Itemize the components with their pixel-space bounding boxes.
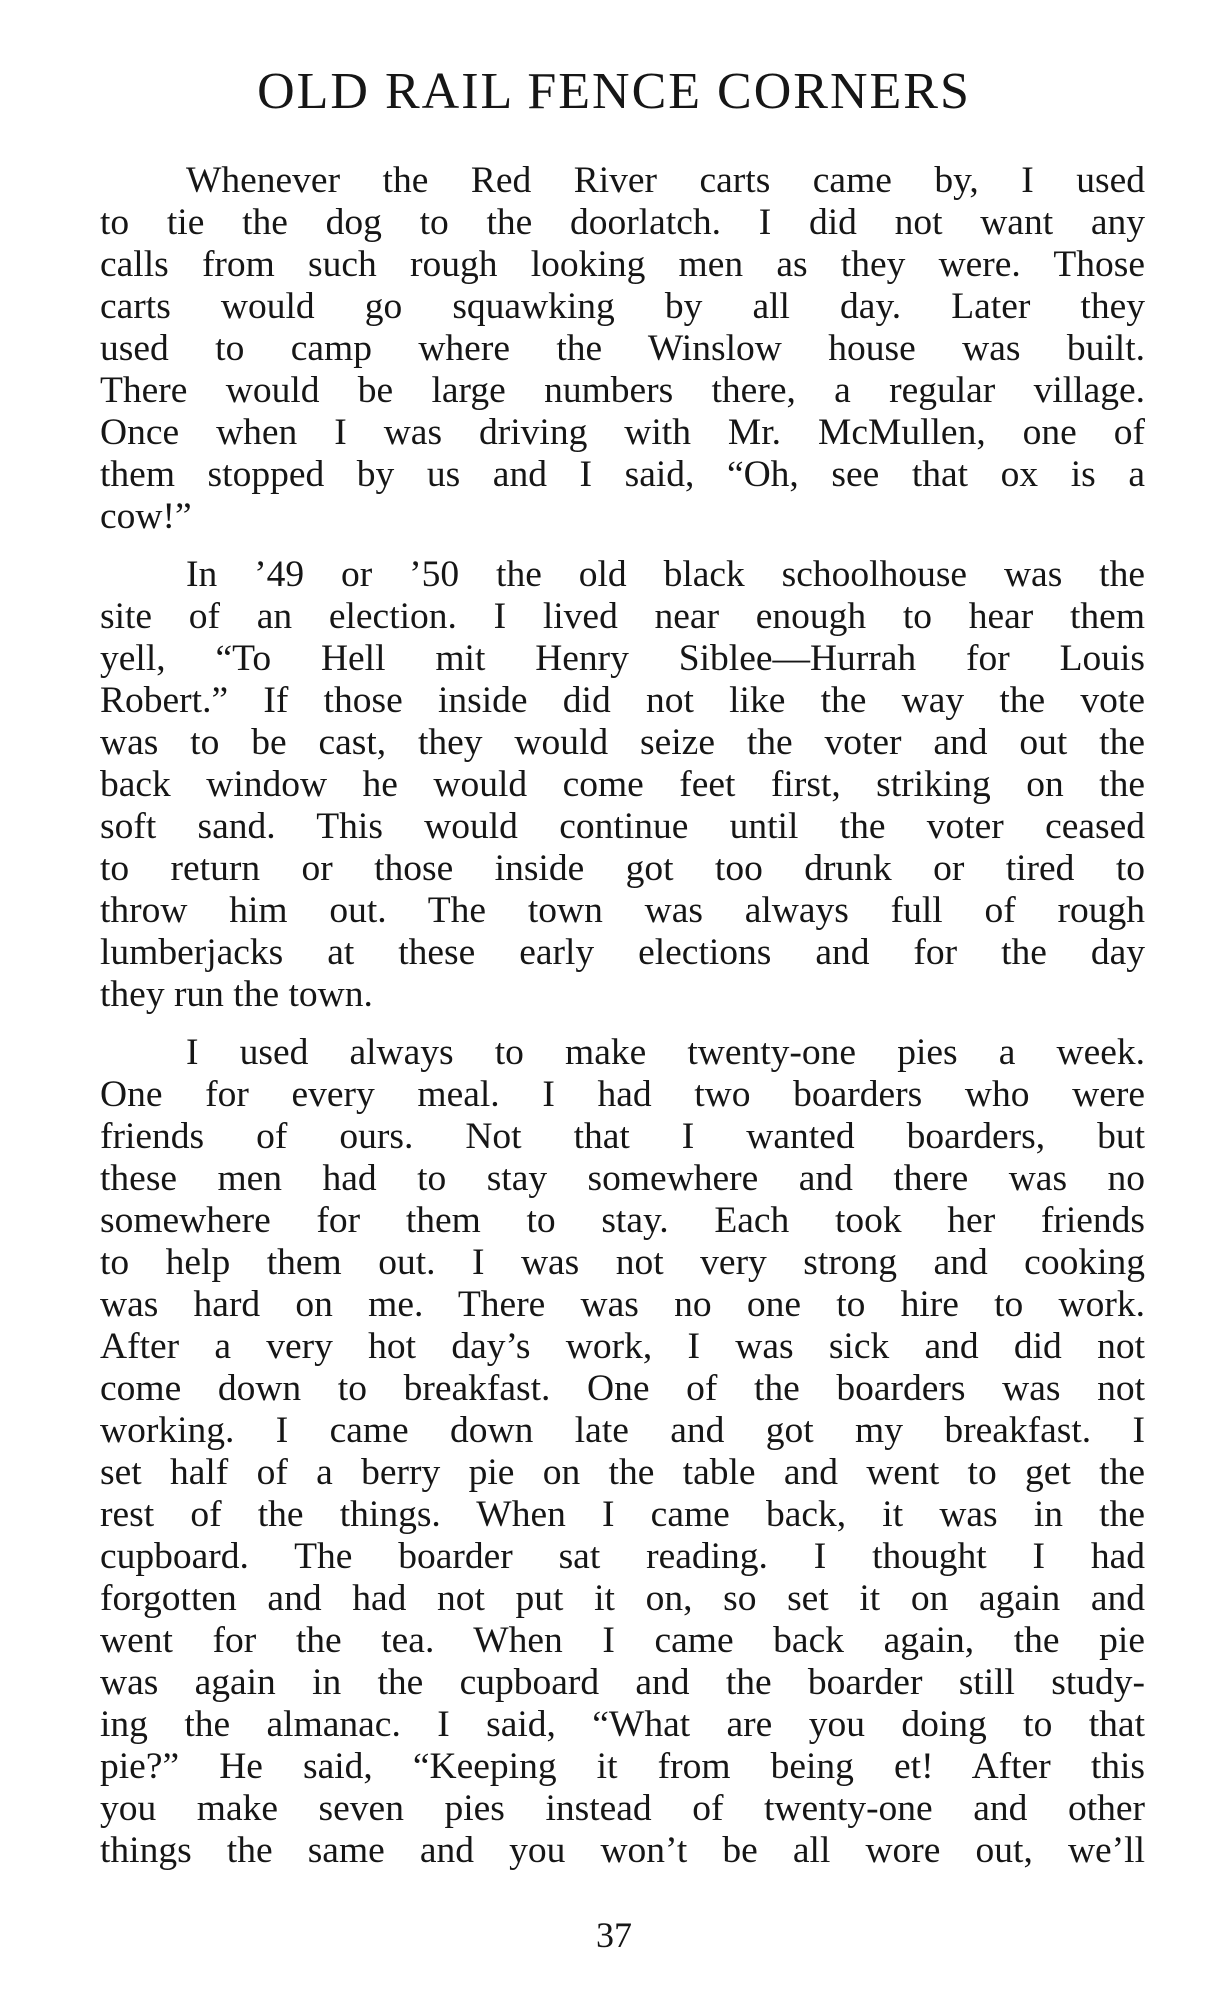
text-line: to return or those inside got too drunk or tired to bbox=[100, 848, 1145, 889]
text-line: calls from such rough looking men as they were. Those bbox=[100, 244, 1145, 285]
paragraph bbox=[100, 1032, 1145, 1872]
text-line: to tie the dog to the doorlatch. I did not want any bbox=[100, 202, 1145, 243]
text-line: Once when I was driving with Mr. McMullen, one of bbox=[100, 412, 1145, 453]
running-head: OLD RAIL FENCE CORNERS bbox=[257, 63, 971, 120]
paragraph bbox=[100, 554, 1145, 1016]
text-line: cupboard. The boarder sat reading. I thought I had bbox=[100, 1536, 1145, 1577]
text-line: In ’49 or ’50 the old black schoolhouse was the bbox=[186, 554, 1145, 595]
text-line: to help them out. I was not very strong and cooking bbox=[100, 1242, 1145, 1283]
text-line: set half of a berry pie on the table and went to get the bbox=[100, 1452, 1145, 1493]
text-line: soft sand. This would continue until the voter ceased bbox=[100, 806, 1145, 847]
text-line: yell, “To Hell mit Henry Siblee—Hurrah for Louis bbox=[100, 638, 1145, 679]
paragraph bbox=[100, 160, 1145, 538]
text-line: carts would go squawking by all day. Later they bbox=[100, 286, 1145, 327]
text-line: site of an election. I lived near enough to hear them bbox=[100, 596, 1145, 637]
text-line: was again in the cupboard and the boarder still study- bbox=[100, 1662, 1145, 1703]
text-line: used to camp where the Winslow house was built. bbox=[100, 328, 1145, 369]
text-line: Whenever the Red River carts came by, I used bbox=[186, 160, 1145, 201]
text-line: somewhere for them to stay. Each took her friends bbox=[100, 1200, 1145, 1241]
text-line: things the same and you won’t be all wore out, we’ll bbox=[100, 1830, 1145, 1871]
text-line: pie?” He said, “Keeping it from being et! After this bbox=[100, 1746, 1145, 1787]
text-line: these men had to stay somewhere and there was no bbox=[100, 1158, 1145, 1199]
text-line: forgotten and had not put it on, so set it on again and bbox=[100, 1578, 1145, 1619]
text-line: After a very hot day’s work, I was sick and did not bbox=[100, 1326, 1145, 1367]
text-line: There would be large numbers there, a regular village. bbox=[100, 370, 1145, 411]
body-text bbox=[100, 160, 1145, 1872]
page-number: 37 bbox=[596, 1915, 632, 1955]
text-line: working. I came down late and got my breakfast. I bbox=[100, 1410, 1145, 1451]
text-line: was to be cast, they would seize the voter and out the bbox=[100, 722, 1145, 763]
text-line: lumberjacks at these early elections and for the day bbox=[100, 932, 1145, 973]
text-line: you make seven pies instead of twenty-one and other bbox=[100, 1788, 1145, 1829]
text-line: ing the almanac. I said, “What are you doing to that bbox=[100, 1704, 1145, 1745]
text-line: friends of ours. Not that I wanted boarders, but bbox=[100, 1116, 1145, 1157]
text-line: Robert.” If those inside did not like the way the vote bbox=[100, 680, 1145, 721]
text-line: they run the town. bbox=[100, 974, 373, 1015]
text-line: I used always to make twenty-one pies a week. bbox=[186, 1032, 1145, 1073]
text-line: them stopped by us and I said, “Oh, see that ox is a bbox=[100, 454, 1145, 495]
text-line: was hard on me. There was no one to hire to work. bbox=[100, 1284, 1145, 1325]
text-line: cow!” bbox=[100, 496, 192, 537]
text-line: come down to breakfast. One of the boarders was not bbox=[100, 1368, 1145, 1409]
text-line: rest of the things. When I came back, it was in the bbox=[100, 1494, 1145, 1535]
text-line: One for every meal. I had two boarders who were bbox=[100, 1074, 1145, 1115]
text-line: went for the tea. When I came back again, the pie bbox=[100, 1620, 1145, 1661]
text-line: throw him out. The town was always full of rough bbox=[100, 890, 1145, 931]
text-line: back window he would come feet first, striking on the bbox=[100, 764, 1145, 805]
